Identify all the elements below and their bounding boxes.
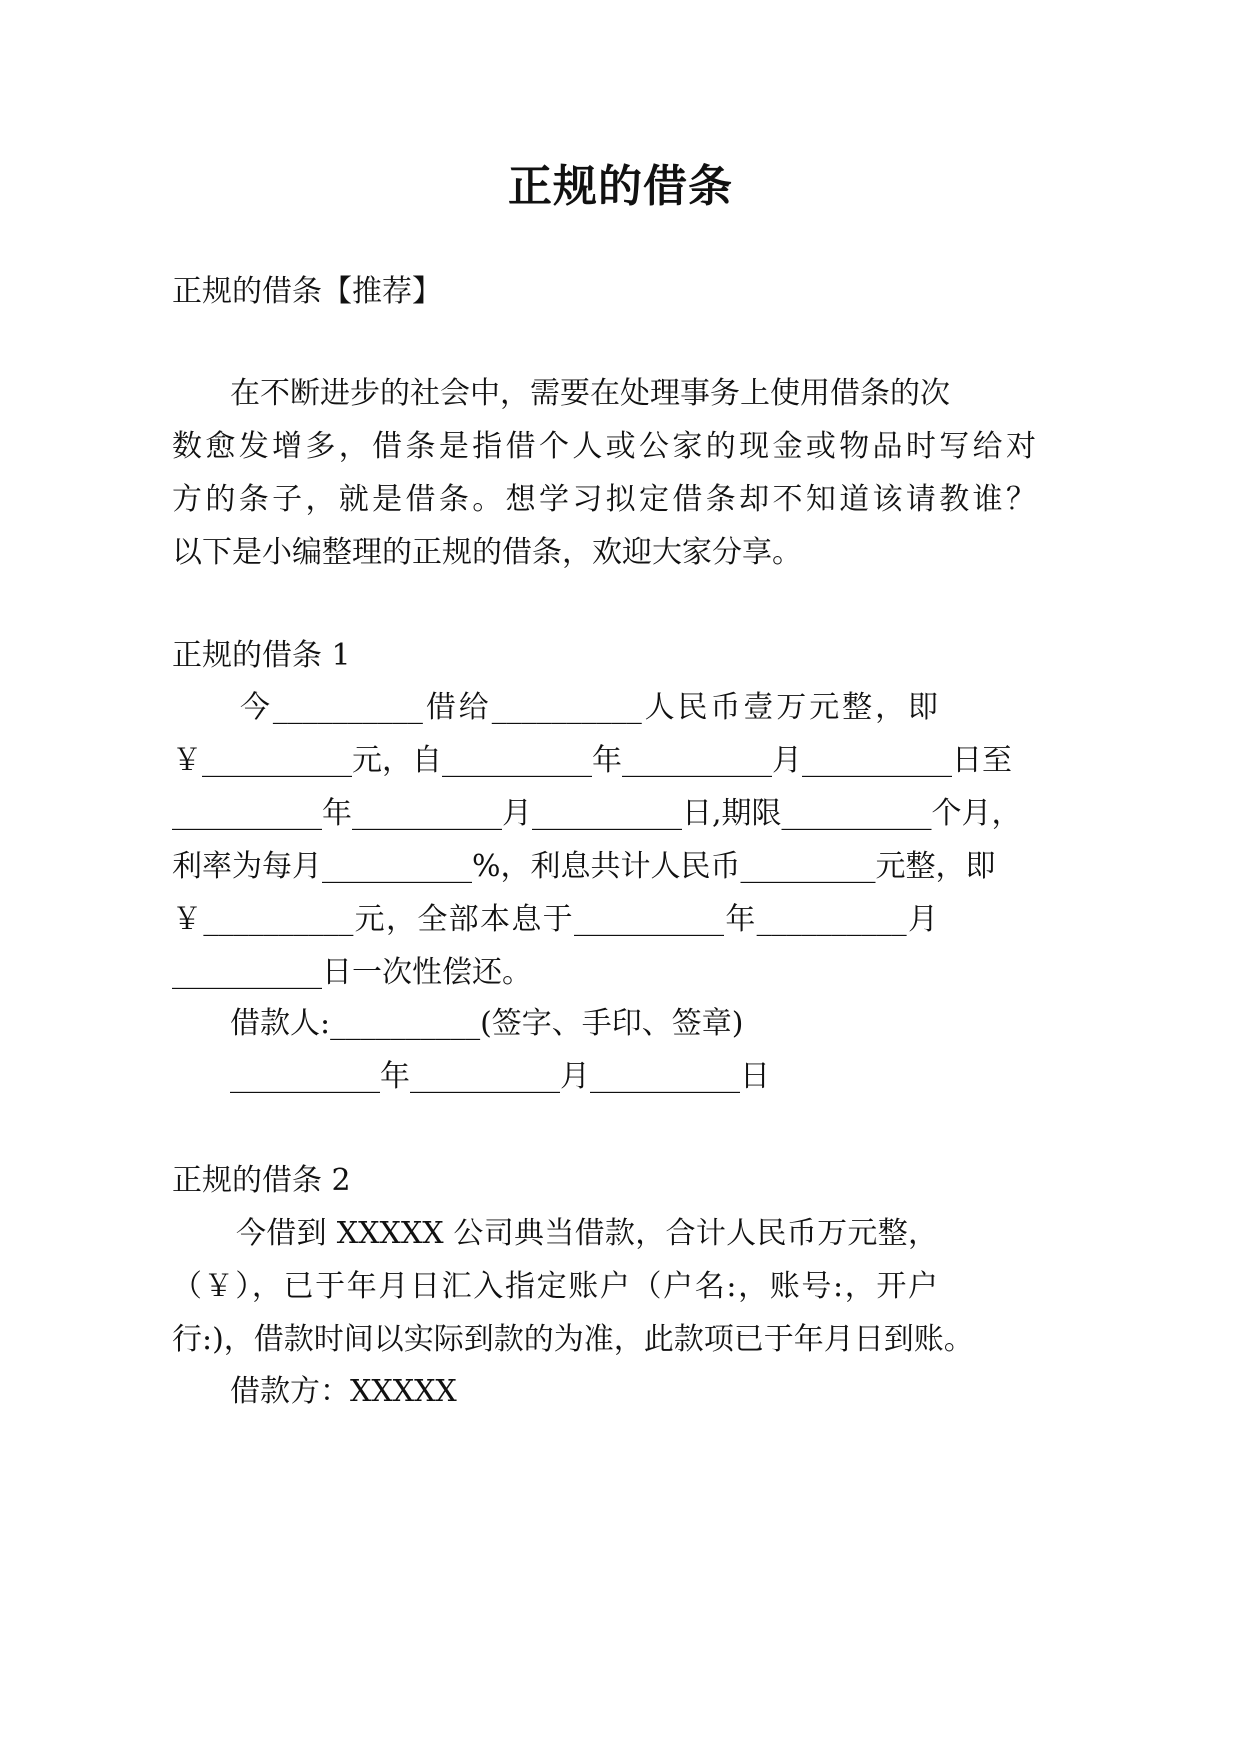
intro-line-1: 在不断进步的社会中，需要在处理事务上使用借条的次 xyxy=(230,376,950,411)
section1-line-6: __________日一次性偿还。 xyxy=(172,955,532,990)
intro-line-3: 方的条子，就是借条。想学习拟定借条却不知道该请教谁？ xyxy=(172,482,1036,517)
document-subtitle: 正规的借条【推荐】 xyxy=(172,274,442,309)
section1-heading: 正规的借条 1 xyxy=(172,638,351,673)
section1-borrower-line: 借款人:__________(签字、手印、签章) xyxy=(230,1006,744,1041)
intro-line-4: 以下是小编整理的正规的借条，欢迎大家分享。 xyxy=(172,535,802,570)
section1-line-2: ￥__________元，自__________年__________月__________日至 xyxy=(172,743,1012,778)
section2-line-1: 今借到 XXXXX 公司典当借款，合计人民币万元整， xyxy=(236,1216,938,1251)
section1-line-4: 利率为每月__________%，利息共计人民币_________元整，即 xyxy=(172,849,996,884)
section1-line-3: __________年__________月__________日,期限__________个月， xyxy=(172,796,1022,831)
intro-line-2: 数愈发增多，借条是指借个人或公家的现金或物品时写给对 xyxy=(172,429,1036,464)
section1-line-5: ￥__________元，全部本息于__________年__________月 xyxy=(172,902,938,937)
section2-heading: 正规的借条 2 xyxy=(172,1163,351,1198)
section2-line-2: （￥），已于年月日汇入指定账户（户名:，账号:，开户 xyxy=(172,1269,938,1304)
section2-line-3: 行:)，借款时间以实际到款的为准，此款项已于年月日到账。 xyxy=(172,1322,974,1357)
section2-borrower-line: 借款方：XXXXX xyxy=(230,1374,457,1409)
section1-line-1: 今__________借给__________人民币壹万元整，即 xyxy=(240,690,938,725)
document-title: 正规的借条 xyxy=(508,161,733,212)
section1-date-line: __________年__________月__________日 xyxy=(230,1059,770,1094)
